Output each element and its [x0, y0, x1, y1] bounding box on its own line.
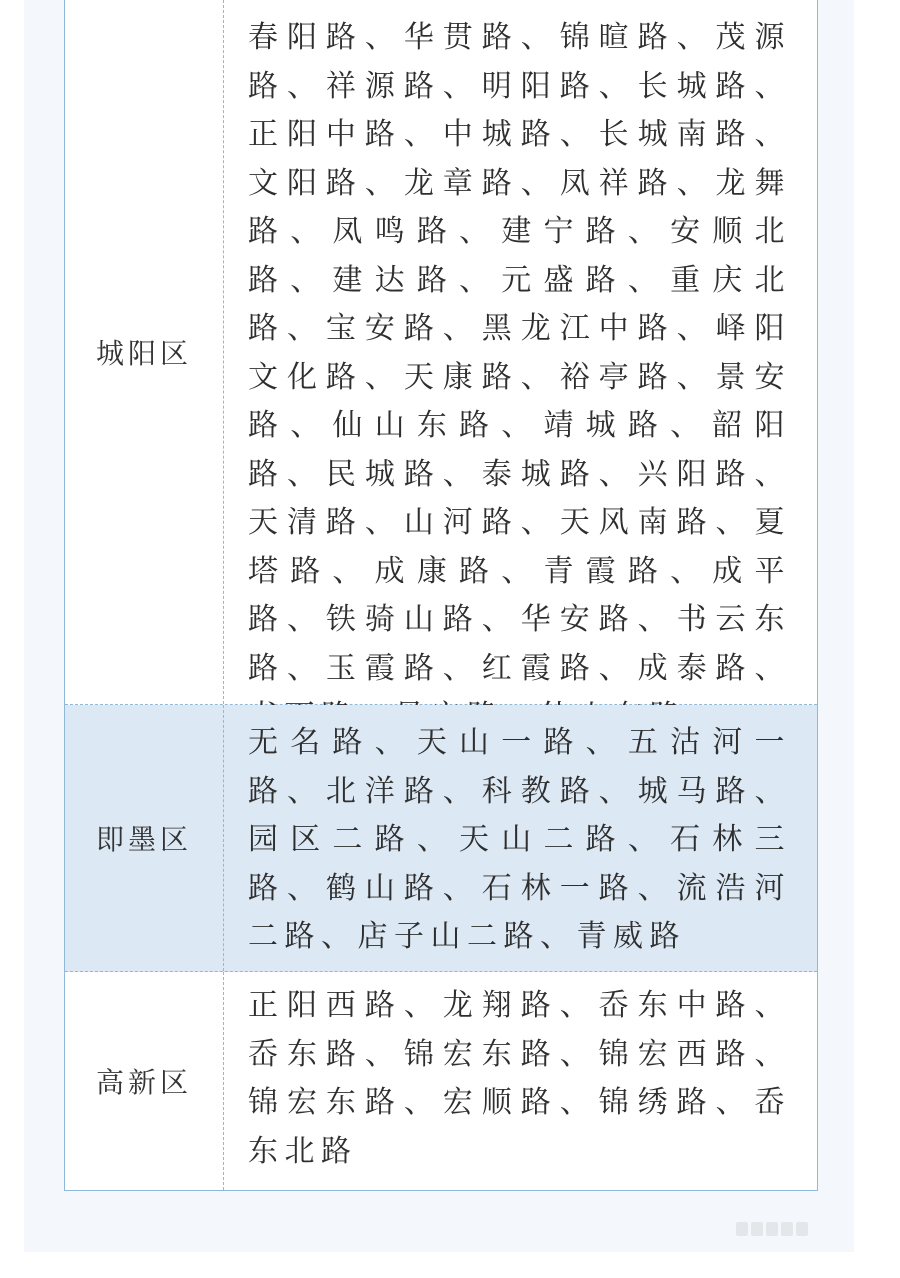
watermark-glyph — [751, 1222, 763, 1236]
roads-cell: 无名路、天山一路、五沽河一路、北洋路、科教路、城马路、园区二路、天山二路、石林三路、鹤山路、石林一路、流浩河二路、店子山二路、青威路 — [248, 725, 791, 954]
district-cell: 城阳区 — [65, 0, 224, 704]
table-row — [65, 0, 817, 705]
district-cell: 即墨区 — [65, 705, 224, 971]
roads-cell: 春阳路、华贯路、锦暄路、茂源路、祥源路、明阳路、长城路、正阳中路、中城路、长城南路、文阳路、龙章路、凤祥路、龙舞路、凤鸣路、建宁路、安顺北路、建达路、元盛路、重庆北路、宝安路、黑龙江中路、峄阳文化路、天康路、裕亭路、景安路、仙山东路、靖城路、韶阳路、民城路、泰城路、兴阳路、天清路、山河路、天风南路、夏塔路、成康路、青霞路、成平路、铁骑山路、华安路、书云东路、玉霞路、红霞路、成泰路、 — [248, 20, 791, 686]
watermark-glyph — [736, 1222, 748, 1236]
table-row — [65, 972, 817, 1190]
watermark-glyph — [796, 1222, 808, 1236]
watermark-glyph — [766, 1222, 778, 1236]
watermark-logo — [736, 1220, 836, 1238]
page-panel — [24, 0, 854, 1252]
roads-cell: 正阳西路、龙翔路、岙东中路、岙东路、锦宏东路、锦宏西路、锦宏东路、宏顺路、锦绣路、岙东北路 — [248, 988, 791, 1169]
watermark-glyph — [781, 1222, 793, 1236]
table-row — [65, 705, 817, 972]
road-table — [64, 0, 818, 1191]
district-cell: 高新区 — [65, 972, 224, 1190]
